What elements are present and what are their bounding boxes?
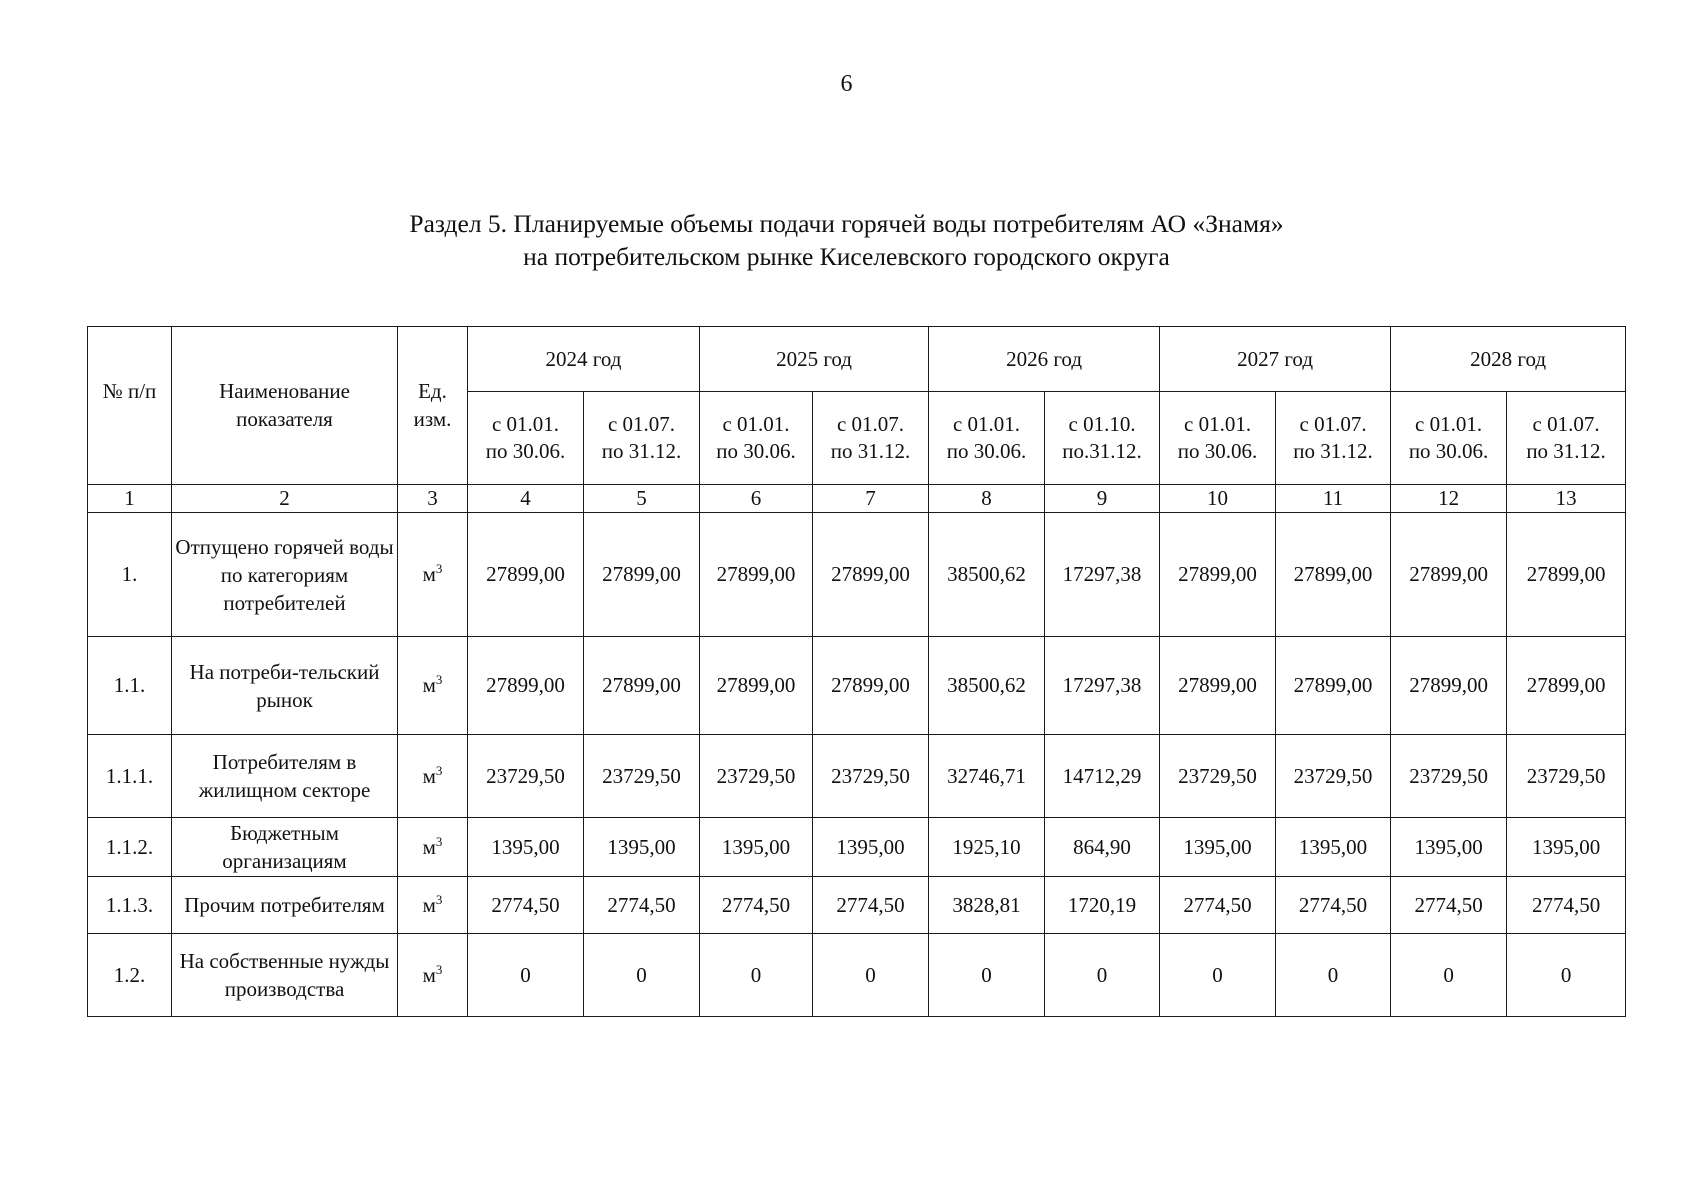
row-value: 0 [700, 934, 813, 1017]
row-value: 2774,50 [1276, 877, 1391, 934]
row-value: 1395,00 [584, 818, 700, 877]
column-number: 9 [1045, 485, 1160, 513]
row-value: 1395,00 [1391, 818, 1507, 877]
header-num: № п/п [88, 327, 172, 485]
row-value: 14712,29 [1045, 735, 1160, 818]
column-number: 2 [172, 485, 398, 513]
column-number: 7 [813, 485, 929, 513]
table-row [88, 877, 1626, 934]
row-value: 23729,50 [584, 735, 700, 818]
header-year-2024: 2024 год [468, 327, 700, 392]
row-value: 0 [468, 934, 584, 1017]
row-value: 17297,38 [1045, 637, 1160, 735]
row-value: 0 [584, 934, 700, 1017]
row-value: 27899,00 [1276, 637, 1391, 735]
row-value: 27899,00 [1160, 513, 1276, 637]
row-name: Потребителям в жилищном секторе [172, 735, 398, 818]
row-value: 27899,00 [700, 637, 813, 735]
row-value: 2774,50 [468, 877, 584, 934]
column-number: 10 [1160, 485, 1276, 513]
hot-water-volumes-table [87, 326, 1626, 1017]
header-unit: Ед. изм. [398, 327, 468, 485]
row-value: 2774,50 [1507, 877, 1626, 934]
row-value: 2774,50 [1391, 877, 1507, 934]
table-row [88, 934, 1626, 1017]
row-value: 0 [1391, 934, 1507, 1017]
row-value: 0 [1276, 934, 1391, 1017]
period-header: с 01.01. по 30.06. [700, 392, 813, 485]
period-header: с 01.10. по.31.12. [1045, 392, 1160, 485]
row-value: 38500,62 [929, 637, 1045, 735]
column-number: 13 [1507, 485, 1626, 513]
header-row-column-numbers [88, 485, 1626, 513]
table-row [88, 637, 1626, 735]
row-value: 864,90 [1045, 818, 1160, 877]
row-value: 1925,10 [929, 818, 1045, 877]
row-value: 0 [1045, 934, 1160, 1017]
row-unit: $м^3$ [398, 934, 468, 1017]
period-header: с 01.01. по 30.06. [1391, 392, 1507, 485]
row-name: Отпущено горячей воды по категориям потребителей [172, 513, 398, 637]
row-value: 2774,50 [1160, 877, 1276, 934]
row-value: 27899,00 [700, 513, 813, 637]
column-number: 5 [584, 485, 700, 513]
row-value: 27899,00 [584, 513, 700, 637]
table-row [88, 735, 1626, 818]
row-value: 0 [1507, 934, 1626, 1017]
row-num: 1.1.1. [88, 735, 172, 818]
period-header: с 01.07. по 31.12. [584, 392, 700, 485]
row-value: 1395,00 [1160, 818, 1276, 877]
row-num: 1.1.2. [88, 818, 172, 877]
row-value: 27899,00 [1391, 513, 1507, 637]
row-value: 27899,00 [1507, 513, 1626, 637]
row-value: 38500,62 [929, 513, 1045, 637]
column-number: 8 [929, 485, 1045, 513]
row-value: 27899,00 [1160, 637, 1276, 735]
period-header: с 01.01. по 30.06. [929, 392, 1045, 485]
document-title-line-1: Раздел 5. Планируемые объемы подачи горячей воды потребителям АО «Знамя» [409, 209, 1284, 238]
row-value: 0 [813, 934, 929, 1017]
row-value: 1395,00 [1276, 818, 1391, 877]
row-num: 1.1.3. [88, 877, 172, 934]
row-value: 1395,00 [813, 818, 929, 877]
document-title [0, 207, 1693, 273]
row-value: 2774,50 [700, 877, 813, 934]
column-number: 11 [1276, 485, 1391, 513]
row-value: 0 [929, 934, 1045, 1017]
row-num: 1. [88, 513, 172, 637]
row-unit: $м^3$ [398, 735, 468, 818]
row-value: 27899,00 [468, 513, 584, 637]
row-value: 1395,00 [468, 818, 584, 877]
column-number: 12 [1391, 485, 1507, 513]
period-header: с 01.01. по 30.06. [468, 392, 584, 485]
header-year-2028: 2028 год [1391, 327, 1626, 392]
row-value: 23729,50 [1276, 735, 1391, 818]
row-value: 23729,50 [468, 735, 584, 818]
row-unit: $м^3$ [398, 818, 468, 877]
header-row-years [88, 327, 1626, 392]
row-value: 23729,50 [1391, 735, 1507, 818]
period-header: с 01.01. по 30.06. [1160, 392, 1276, 485]
row-value: 23729,50 [700, 735, 813, 818]
header-year-2026: 2026 год [929, 327, 1160, 392]
row-value: 27899,00 [813, 637, 929, 735]
row-name: На потреби-тельский рынок [172, 637, 398, 735]
header-year-2027: 2027 год [1160, 327, 1391, 392]
row-value: 2774,50 [813, 877, 929, 934]
column-number: 3 [398, 485, 468, 513]
row-value: 1395,00 [1507, 818, 1626, 877]
table-row [88, 818, 1626, 877]
column-number: 1 [88, 485, 172, 513]
column-number: 4 [468, 485, 584, 513]
period-header: с 01.07. по 31.12. [1507, 392, 1626, 485]
row-value: 27899,00 [1507, 637, 1626, 735]
period-header: с 01.07. по 31.12. [1276, 392, 1391, 485]
row-value: 32746,71 [929, 735, 1045, 818]
row-num: 1.2. [88, 934, 172, 1017]
row-value: 23729,50 [1160, 735, 1276, 818]
row-value: 27899,00 [468, 637, 584, 735]
row-unit: $м^3$ [398, 877, 468, 934]
row-name: На собственные нужды производства [172, 934, 398, 1017]
column-number: 6 [700, 485, 813, 513]
row-value: 23729,50 [1507, 735, 1626, 818]
row-value: 1395,00 [700, 818, 813, 877]
row-value: 27899,00 [813, 513, 929, 637]
row-num: 1.1. [88, 637, 172, 735]
row-unit: $м^3$ [398, 513, 468, 637]
row-name: Прочим потребителям [172, 877, 398, 934]
table-row [88, 513, 1626, 637]
row-value: 23729,50 [813, 735, 929, 818]
page-number: 6 [840, 71, 853, 97]
row-value: 3828,81 [929, 877, 1045, 934]
row-value: 17297,38 [1045, 513, 1160, 637]
row-value: 1720,19 [1045, 877, 1160, 934]
header-name: Наименование показателя [172, 327, 398, 485]
row-value: 27899,00 [584, 637, 700, 735]
row-name: Бюджетным организациям [172, 818, 398, 877]
row-unit: $м^3$ [398, 637, 468, 735]
period-header: с 01.07. по 31.12. [813, 392, 929, 485]
row-value: 2774,50 [584, 877, 700, 934]
row-value: 27899,00 [1391, 637, 1507, 735]
header-year-2025: 2025 год [700, 327, 929, 392]
document-title-line-2: на потребительском рынке Киселевского городского округа [523, 242, 1170, 271]
row-value: 0 [1160, 934, 1276, 1017]
row-value: 27899,00 [1276, 513, 1391, 637]
